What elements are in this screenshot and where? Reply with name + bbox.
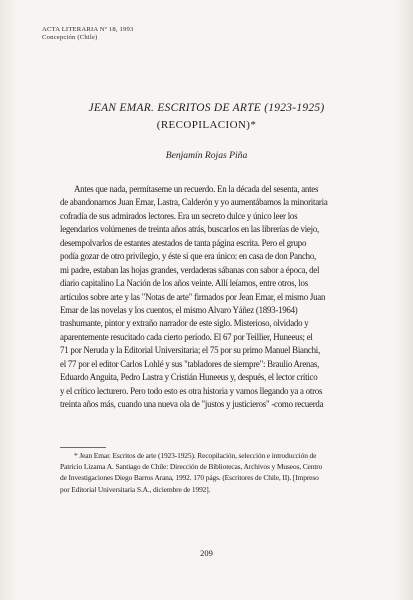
body-line: Antes que nada, permítaseme un recuerdo. En la década del sesenta, antes [74,184,319,194]
footnote-line: Patricio Lizama A. Santiago de Chile: Dirección de Bibliotecas, Archivos y Museos, Centro [60,462,323,472]
journal-place: Concepción (Chile) [42,33,98,41]
footnote [60,450,382,495]
footnote-line: de Investigaciones Diego Barros Arana, 1992. 170 págs. (Escritores de Chile, II). [Impreso [60,473,319,483]
journal-header [42,26,134,41]
body-line: el 77 por el editor Carlos Lohlé y sus "tabladores de siempre": Braulio Arenas, [60,358,320,369]
footnote-line: * Jean Emar. Escritos de arte (1923-1925). Recopilación, selección e introducción de [74,451,317,460]
body-line: aparentemente resucitado cada cierto período. El 67 por Teillier, Huneeus; el [60,331,313,342]
journal-name: ACTA LITERARIA Nº 18, 1993 [42,26,134,33]
body-line: treinta años más, cuando una nueva ola de "justos y justicieros" -como recuerda [60,399,324,409]
footnote-line: por Editorial Universitaria S.A., diciembre de 1992]. [60,484,211,494]
body-line: legendarios volúmenes de treinta años atrás, buscarlos en las librerías de viejo, [60,224,319,235]
body-line: de abandonarnos Juan Emar, Lastra, Calderón y yo aumentábamos la minoritaria [60,197,328,208]
footnote-divider [60,447,106,448]
body-line: diario capitalino La Nación de los años veinte. Allí leíamos, entre otros, los [60,278,308,289]
body-line: Eduardo Anguita, Pedro Lastra y Cristián Huneeus y, después, el lector crítico [60,372,318,383]
body-line: mi padre, estaban las hojas grandes, verdaderas sábanas con sabor a época, del [60,264,320,275]
body-line: artículos sobre arte y las "Notas de arte" firmados por Jean Emar, el mismo Juan [60,291,326,302]
article-author: Benjamín Rojas Piña [165,150,248,161]
body-text [60,183,382,411]
article-title: JEAN EMAR. ESCRITOS DE ARTE (1923-1925) [88,102,325,114]
article-subtitle: (RECOPILACION)* [156,119,257,131]
body-line: y el crítico lecturero. Pero todo esto es otra historia y vamos llegando ya a otros [60,385,323,396]
page-number: 209 [200,548,213,558]
body-line: 71 por Neruda y la Editorial Universitaria; el 75 por su primo Manuel Bianchi, [60,345,320,356]
body-line: trashumante, pintor y extraño narrador de este siglo. Misterioso, olvidado y [60,318,309,329]
body-line: Emar de las novelas y los cuentos, el mismo Alvaro Yáñez (1893-1964) [60,304,298,315]
body-line: podía gozar de otro privilegio, y éste sí que era único: en casa de don Pancho, [60,251,317,262]
body-line: cofradía de sus admirados lectores. Era un secreto dulce y único leer los [60,210,298,221]
body-line: desempolvarlos de estantes atestados de tanta página escrita. Pero el grupo [60,237,307,248]
